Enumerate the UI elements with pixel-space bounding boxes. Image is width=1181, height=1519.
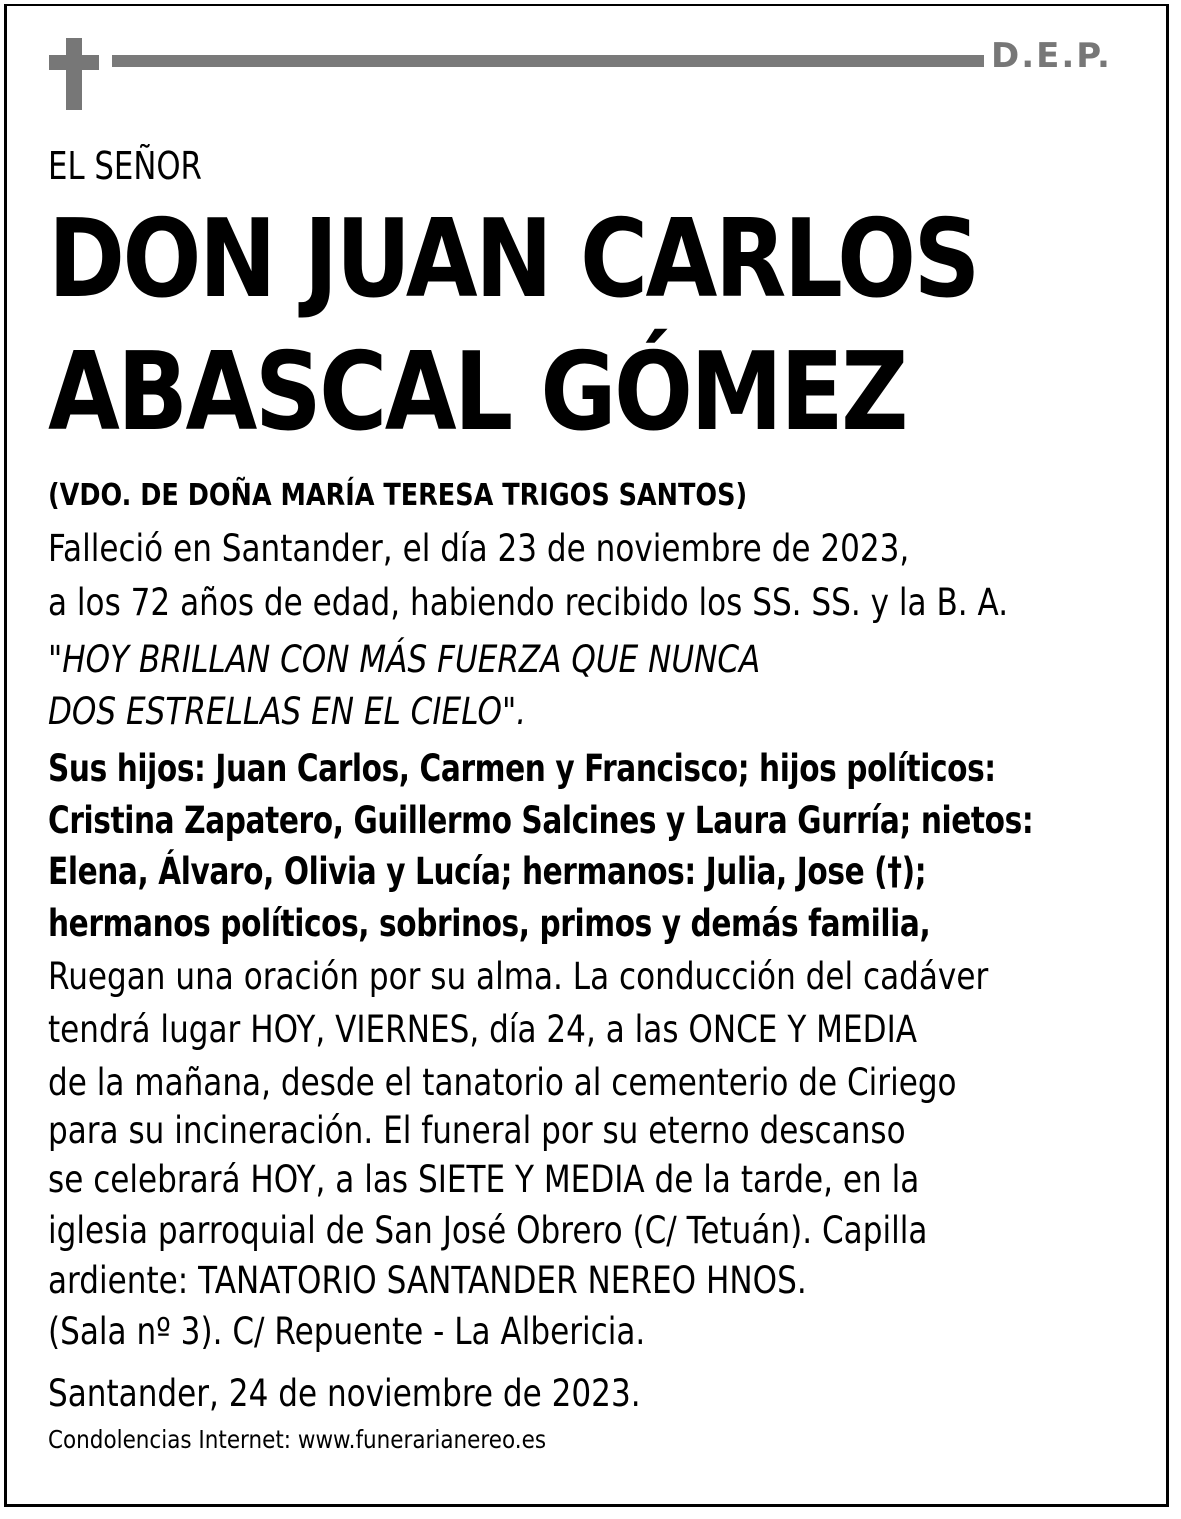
service-line-2: tendrá lugar HOY, VIERNES, día 24, a las ONCE Y MEDIA bbox=[48, 1008, 918, 1051]
honorific: EL SEÑOR bbox=[48, 144, 202, 188]
deceased-name-line-1: DON JUAN CARLOS bbox=[48, 197, 978, 322]
cross-icon bbox=[49, 38, 99, 110]
service-line-5: se celebrará HOY, a las SIETE Y MEDIA de la tarde, en la bbox=[48, 1158, 920, 1201]
service-line-8: (Sala nº 3). C/ Repuente - La Albericia. bbox=[48, 1310, 646, 1353]
family-line-4: hermanos políticos, sobrinos, primos y demás familia, bbox=[48, 902, 931, 945]
family-line-3: Elena, Álvaro, Olivia y Lucía; hermanos: Julia, Jose (†); bbox=[48, 850, 927, 893]
service-line-7: ardiente: TANATORIO SANTANDER NEREO HNOS. bbox=[48, 1259, 807, 1302]
service-line-3: de la mañana, desde el tanatorio al cementerio de Ciriego bbox=[48, 1061, 957, 1104]
service-line-1: Ruegan una oración por su alma. La conducción del cadáver bbox=[48, 955, 989, 998]
dep-label: D.E.P. bbox=[991, 36, 1112, 76]
quote-line-2: DOS ESTRELLAS EN EL CIELO". bbox=[48, 690, 527, 733]
deceased-name-line-2: ABASCAL GÓMEZ bbox=[48, 330, 906, 455]
death-line-1: Falleció en Santander, el día 23 de noviembre de 2023, bbox=[48, 527, 910, 570]
service-line-4: para su incineración. El funeral por su eterno descanso bbox=[48, 1109, 906, 1152]
widower-note: (VDO. DE DOÑA MARÍA TERESA TRIGOS SANTOS) bbox=[48, 478, 748, 513]
service-line-6: iglesia parroquial de San José Obrero (C/ Tetuán). Capilla bbox=[48, 1209, 928, 1252]
death-line-2: a los 72 años de edad, habiendo recibido los SS. SS. y la B. A. bbox=[48, 581, 1009, 624]
condolences-line: Condolencias Internet: www.funerarianereo.es bbox=[48, 1425, 547, 1454]
header-rule bbox=[112, 55, 984, 67]
family-line-1: Sus hijos: Juan Carlos, Carmen y Francisco; hijos políticos: bbox=[48, 747, 996, 790]
family-line-2: Cristina Zapatero, Guillermo Salcines y Laura Gurría; nietos: bbox=[48, 799, 1034, 842]
quote-line-1: "HOY BRILLAN CON MÁS FUERZA QUE NUNCA bbox=[48, 638, 761, 681]
place-date: Santander, 24 de noviembre de 2023. bbox=[48, 1372, 641, 1415]
